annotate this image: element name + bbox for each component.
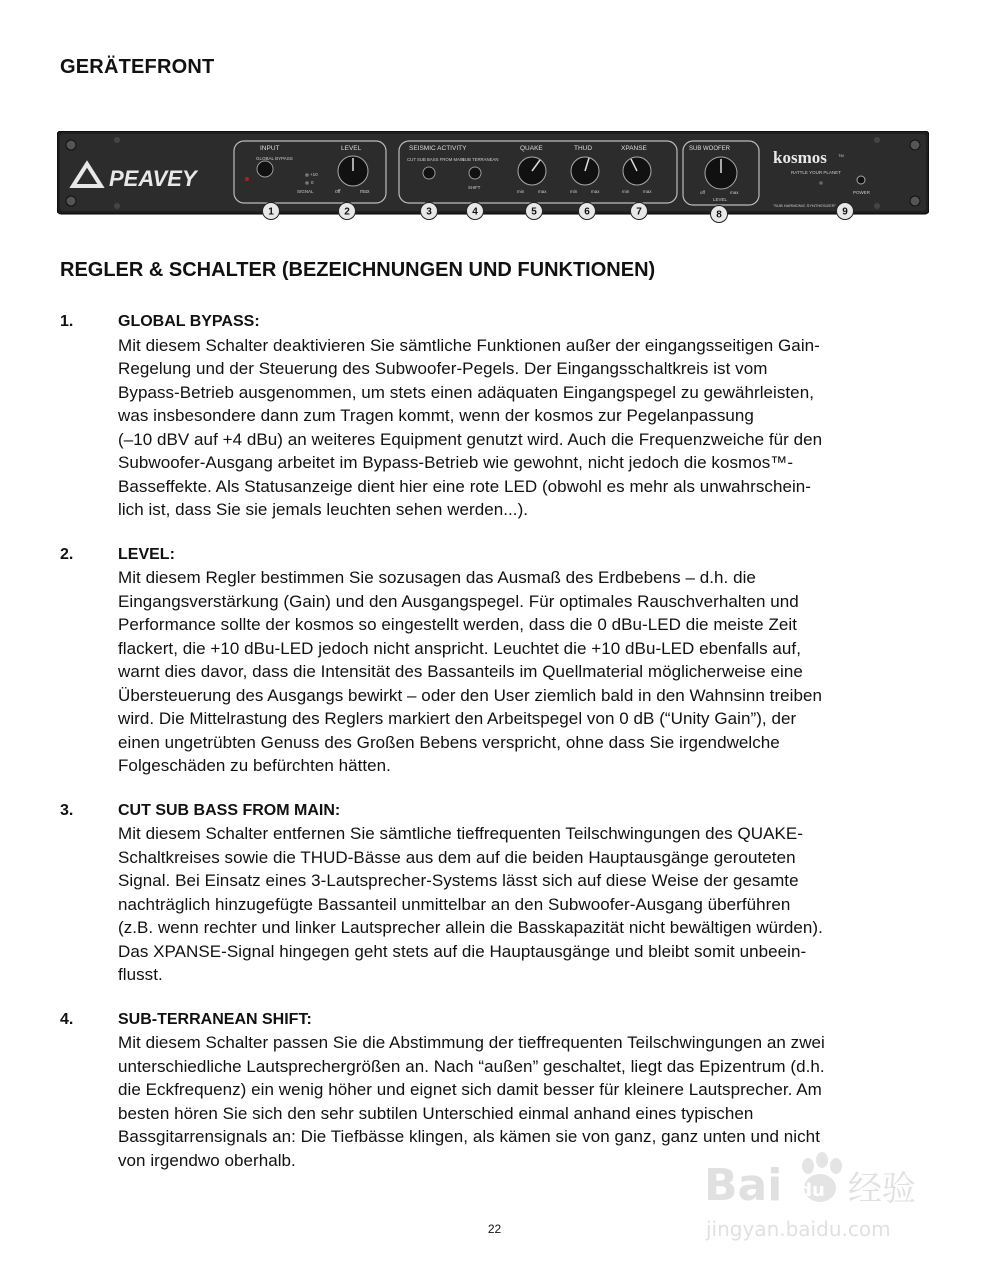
callout-9 <box>837 203 854 220</box>
item-text-line: Basseffekte. Als Statusanzeige dient hier eine rote LED (obwohl es mehr als unwahrschein- <box>118 476 812 496</box>
signal-label: SIGNAL <box>297 189 314 194</box>
callout-2 <box>339 203 356 220</box>
item-text-line: Mit diesem Schalter deaktivieren Sie sämtliche Funktionen außer der eingangsseitigen Gain- <box>118 335 820 355</box>
level-max-label: max <box>360 189 370 195</box>
watermark-url: jingyan.baidu.com <box>706 1217 891 1241</box>
callout-number: 9 <box>842 206 848 218</box>
item-number: 3. <box>60 801 74 819</box>
xpanse-min-label: min <box>622 189 630 194</box>
sub-off-label: off <box>700 190 705 195</box>
item-text-line: Regelung und der Steuerung des Subwoofer-Pegels. Der Eingangsschaltkreis ist vom <box>118 359 768 378</box>
cut-sub-bass-switch[interactable] <box>423 167 435 179</box>
kosmos-tm: TM <box>838 153 844 158</box>
list-item <box>60 799 940 987</box>
sub-level-label: LEVEL <box>713 197 728 202</box>
sub-max-label: max <box>730 190 739 195</box>
item-text-line: (–10 dBV auf +4 dBu) an weiteres Equipment genutzt wird. Auch die Frequenzweiche für den <box>118 429 823 449</box>
thud-min-label: min <box>570 189 578 194</box>
page-number: 22 <box>487 1222 502 1236</box>
item-heading: SUB-TERRANEAN SHIFT: <box>118 1010 312 1028</box>
item-text-line: von irgendwo oberhalb. <box>118 1150 296 1170</box>
cut-sub-bass-label: CUT SUB BASS FROM MAIN <box>407 157 465 162</box>
sub-terranean-switch[interactable] <box>469 167 481 179</box>
callout-number: 1 <box>268 206 274 218</box>
thud-label: THUD <box>574 145 593 152</box>
item-text-line: Mit diesem Schalter passen Sie die Abstimmung der tieffrequenten Teilschwingungen an zwei <box>118 1033 825 1052</box>
item-text-line: nachträglich hinzugefügte Bassanteil unmittelbar an den Subwoofer-Ausgang überführen <box>118 894 791 914</box>
callout-4 <box>467 203 484 220</box>
plus10-led <box>305 173 309 177</box>
level-off-label: off <box>335 189 341 195</box>
callout-number: 3 <box>426 206 432 218</box>
zero-label: 0 <box>311 180 314 185</box>
kosmos-logo: kosmos <box>773 148 827 167</box>
xpanse-label: XPANSE <box>621 145 647 152</box>
bypass-led <box>245 177 249 181</box>
device-front-panel <box>57 131 929 223</box>
item-text-line: (z.B. wenn rechter und linker Lautsprecher allein die Basskapazität nicht bewältigen würden). <box>118 918 823 937</box>
callout-3 <box>421 203 438 220</box>
item-text-line: Folgeschäden zu befürchten hätten. <box>118 756 391 775</box>
section-title: REGLER & SCHALTER (BEZEICHNUNGEN UND FUNKTIONEN) <box>60 259 656 281</box>
power-led <box>819 181 823 185</box>
item-text-line: unterschiedliche Lautsprechergrößen an. Nach “außen” geschaltet, liegt das Epizentrum (d.h. <box>118 1056 825 1076</box>
callout-number: 2 <box>344 206 350 218</box>
item-text-line: wird. Die Mittelrastung des Reglers markiert den Arbeitspegel von 0 dB (“Unity Gain”), der <box>118 709 797 728</box>
watermark-cn: 经验 <box>848 1169 916 1209</box>
item-text-line: einen ungetrübten Genuss des Großen Bebens verspricht, ohne dass Sie irgendwelche <box>118 732 780 752</box>
callout-number: 5 <box>531 206 537 218</box>
item-text-line: Bassgitarrensignals an: Die Tiefbässe klingen, als kämen sie von ganz, ganz unten und nicht <box>118 1127 820 1146</box>
item-text-line: Bypass-Betrieb ausgenommen, um stets einen adäquaten Eingangspegel zu gewährleisten, <box>118 382 814 402</box>
subwoofer-label: SUB WOOFER <box>689 146 731 152</box>
callout-6 <box>579 203 596 220</box>
item-body <box>118 310 940 522</box>
controls-list <box>60 310 940 1193</box>
item-number: 1. <box>60 313 74 330</box>
callout-5 <box>526 203 543 220</box>
item-text-line: Signal. Bei Einsatz eines 3-Lautsprecher-Systems lässt sich auf diese Weise der gesamte <box>118 871 799 890</box>
item-text-line: besten hören Sie sich den sehr subtilen Unterschied einmal anhand eines typischen <box>118 1103 754 1123</box>
item-text-line: Mit diesem Regler bestimmen Sie sozusagen das Ausmaß des Erdbebens – d.h. die <box>118 568 756 587</box>
item-text-line: was insbesondere dann zum Tragen kommt, wenn der kosmos zur Pegelanpassung <box>118 406 754 425</box>
seismic-label: SEISMIC ACTIVITY <box>409 145 467 152</box>
item-number: 2. <box>60 545 74 563</box>
power-label: POWER <box>853 190 871 195</box>
power-switch[interactable] <box>857 176 865 184</box>
plus10-label: +10 <box>310 172 318 177</box>
page-title: GERÄTEFRONT <box>60 56 215 78</box>
level-label: LEVEL <box>341 145 362 152</box>
callout-7 <box>631 203 648 220</box>
shift-label: SHIFT <box>468 185 481 190</box>
item-text-line: Schaltkreises sowie die THUD-Bässe aus dem auf die beiden Hauptausgänge gerouteten <box>118 847 796 867</box>
item-heading: LEVEL: <box>118 545 175 563</box>
quake-min-label: min <box>517 189 525 194</box>
global-bypass-label: GLOBAL BYPASS <box>256 156 293 161</box>
device-footer-label: "SUB HARMONIC SYNTHESIZER" <box>773 203 837 208</box>
item-text-line: lich ist, dass Sie sie jemals leuchten sehen werden...). <box>118 500 529 519</box>
zero-led <box>305 181 309 185</box>
watermark-bai: Bai <box>704 1160 783 1211</box>
input-label: INPUT <box>260 145 280 152</box>
item-text-line: Subwoofer-Ausgang arbeitet im Bypass-Betrieb wie gewohnt, nicht jedoch die kosmos™- <box>118 453 794 472</box>
sub-terranean-label: SUB TERRANEAN <box>462 157 499 162</box>
item-heading: GLOBAL BYPASS: <box>118 313 260 330</box>
brand-text: PEAVEY <box>109 166 197 191</box>
quake-label: QUAKE <box>520 145 543 152</box>
item-body <box>118 799 940 987</box>
xpanse-max-label: max <box>643 189 652 194</box>
baidu-watermark <box>700 1138 940 1248</box>
item-text-line: Übersteuerung des Ausgangs bewirkt – oder den User ziemlich bald in den Wahnsinn treiben <box>118 685 823 705</box>
callout-1 <box>263 203 280 220</box>
item-text-line: Performance sollte der kosmos so eingestellt werden, dass die 0 dBu-LED die meiste Zeit <box>118 615 798 634</box>
callout-number: 7 <box>636 206 642 218</box>
item-text-line: flackert, die +10 dBu-LED jedoch nicht anspricht. Leuchtet die +10 dBu-LED ebenfalls auf, <box>118 638 801 658</box>
list-item <box>60 543 940 778</box>
item-text-line: Mit diesem Schalter entfernen Sie sämtliche tieffrequenten Teilschwingungen des QUAKE- <box>118 824 803 843</box>
quake-max-label: max <box>538 189 547 194</box>
item-text-line: warnt dies davor, dass die Intensität des Bassanteils im Quellmaterial möglicherweise eine <box>118 662 803 681</box>
item-heading: CUT SUB BASS FROM MAIN: <box>118 801 341 819</box>
item-text-line: die Eckfrequenz) ein wenig höher und eignet sich damit besser für kleinere Lautsprecher. Am <box>118 1080 822 1099</box>
callout-number: 4 <box>472 206 478 218</box>
item-text-line: Das XPANSE-Signal hingegen geht stets auf die Hauptausgänge und bleibt somit unbeein- <box>118 941 807 961</box>
item-text-line: Eingangsverstärkung (Gain) und den Ausgangspegel. Für optimales Rauschverhalten und <box>118 591 799 611</box>
item-text-line: flusst. <box>118 965 163 984</box>
callout-8 <box>711 206 728 223</box>
item-number: 4. <box>60 1010 74 1028</box>
callout-number: 6 <box>584 206 590 218</box>
global-bypass-switch[interactable] <box>257 161 273 177</box>
watermark-du: du <box>799 1180 825 1201</box>
callout-number: 8 <box>716 209 722 221</box>
list-item <box>60 310 940 522</box>
tagline: RATTLE YOUR PLANET <box>791 170 841 175</box>
thud-max-label: max <box>591 189 600 194</box>
item-body <box>118 543 940 778</box>
